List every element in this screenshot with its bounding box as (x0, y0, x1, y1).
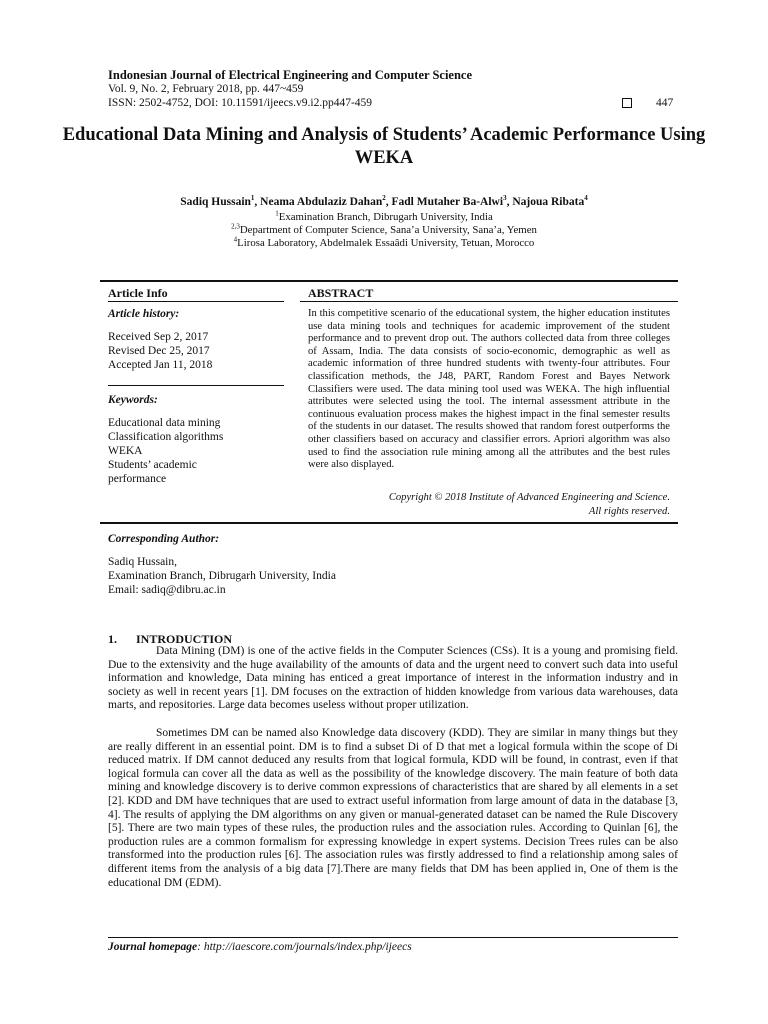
homepage-link[interactable]: http://iaescore.com/journals/index.php/ijeecs (203, 941, 412, 953)
abstract-heading: ABSTRACT (308, 286, 374, 300)
homepage-label: Journal homepage (108, 941, 198, 953)
square-bullet-icon (622, 98, 632, 108)
author-list: Sadiq Hussain$^1$, Neama Abdulaziz Dahan$^2$, Fadl Mutaher Ba-Alwi$^3$, Najoua Ribata$^4$ (180, 194, 588, 208)
affiliation: $^{2,3}$Department of Computer Science, Sana’a University, Sana’a, Yemen (231, 222, 537, 236)
corresponding-affiliation: Examination Branch, Dibrugarh University, India (108, 570, 336, 582)
issn-line: ISSN: 2502-4752, DOI: 10.11591/ijeecs.v9.i2.pp447-459 (108, 97, 373, 109)
revised-date: Revised Dec 25, 2017 (108, 345, 210, 357)
affiliation: $^1$Examination Branch, Dibrugarh University, India (275, 209, 493, 223)
rights-line: All rights reserved. (588, 506, 670, 517)
author-sup: 4 (584, 194, 588, 203)
abstract-rule (300, 301, 678, 302)
author-name: Neama Abdulaziz Dahan (260, 196, 383, 208)
top-rule (100, 280, 678, 282)
article-info-heading: Article Info (108, 286, 168, 300)
journal-homepage: Journal homepage: http://iaescore.com/journals/index.php/ijeecs (108, 941, 412, 953)
author-sup: 1 (250, 194, 255, 203)
author-sup: 3 (503, 194, 507, 203)
copyright-line: Copyright © 2018 Institute of Advanced Engineering and Science. (388, 492, 670, 503)
author-name: Fadl Mutaher Ba-Alwi (391, 196, 504, 208)
volume-line: Vol. 9, No. 2, February 2018, pp. 447~459 (108, 83, 304, 95)
accepted-date: Accepted Jan 11, 2018 (108, 359, 213, 371)
affiliation: $^4$Lirosa Laboratory, Abdelmalek Essaâdi University, Tetuan, Morocco (233, 235, 535, 249)
author-name: Sadiq Hussain (180, 196, 251, 208)
keyword: Classification algorithms (108, 431, 224, 443)
history-rule (108, 385, 284, 386)
corresponding-heading: Corresponding Author: (108, 533, 220, 545)
paper-title: Educational Data Mining and Analysis of Students’ Academic Performance Using WEKA (62, 125, 706, 168)
received-date: Received Sep 2, 2017 (108, 331, 209, 343)
info-rule (108, 301, 284, 302)
keyword: WEKA (108, 445, 143, 457)
page-number: 447 (656, 97, 674, 109)
author-sup: 2 (382, 194, 386, 203)
keywords-heading: Keywords: (108, 394, 158, 406)
journal-name: Indonesian Journal of Electrical Engineering and Computer Science (108, 68, 473, 82)
section-number: 1. (108, 632, 117, 646)
intro-paragraph-2: Sometimes DM can be named also Knowledge data discovery (KDD). They are similar in many things but they are really different in an essential point. DM is to find a subset Di of D that met a logical formula within the scope of Di reduced matrix. If DM cannot deduced any results from that logical formula, KDD will be found, in contrast, even if that logical formula can cover all the data as well as the possibility of the knowledge discovery. The main feature of both data mining and knowledge discovery is to derive common expressions of characteristics that are shared by all elements in a set [2]. KDD and DM have techniques that are used to extract useful information from large amount of data in the database [3, 4]. The results of applying the DM algorithms on any given or manual-generated dataset can be named the Rule Discovery [5]. There are two main types of these rules, the production rules and the association rules. According to Quinlan [6], the production rules are a common formalism for expressing knowledge in expert systems. Decision Trees rules can be also transformed into the production rules [6]. The association rules was firstly addressed to find a relationship among sales of different items from the analysis of a big data [7].There are many fields that DM has been applied in, One of them is the educational DM (EDM). (108, 727, 678, 889)
keyword: Students’ academic (108, 459, 197, 471)
abstract-text: In this competitive scenario of the educational system, the higher education institutes use data mining tools and techniques for academic improvement of the student performance and to prevent drop out. The authors collected data from three colleges of Assam, India. The data consists of socio-economic, demographic as well as academic information of three hundred students with twenty-four attributes. Four classification methods, the J48, PART, Random Forest and Bayes Network Classifiers were used. The data mining tool used was WEKA. The high influential attributes were selected using the tool. The internal assessment attribute in the continuous evaluation process makes the highest impact in the final semester results of the students in our dataset. The results showed that random forest outperforms the other classifiers based on accuracy and classifier errors. Apriori algorithm was also used to find the association rule mining among all the attributes and the best rules were also displayed. (308, 308, 670, 471)
footer-rule (108, 937, 678, 938)
corresponding-name: Sadiq Hussain, (108, 556, 177, 568)
author-name: Najoua Ribata (512, 196, 585, 208)
keyword: performance (108, 473, 167, 485)
keyword: Educational data mining (108, 417, 221, 429)
article-history-heading: Article history: (108, 308, 180, 320)
bottom-rule (100, 522, 678, 524)
intro-paragraph-1: Data Mining (DM) is one of the active fields in the Computer Sciences (CSs). It is a young and promising field. Due to the extensivity and the huge availability of the amounts of data and the urgent need to convert such data into useful information and knowledge, Data mining has enticed a great importance of interest in the information industry and in society as well in recent years [1]. DM focuses on the extraction of hidden knowledge from various data warehouses, data marts, and repositories. Large data becomes useless without proper utilization. (108, 645, 678, 712)
section-heading: INTRODUCTION (136, 632, 233, 646)
corresponding-email: Email: sadiq@dibru.ac.in (108, 584, 226, 596)
